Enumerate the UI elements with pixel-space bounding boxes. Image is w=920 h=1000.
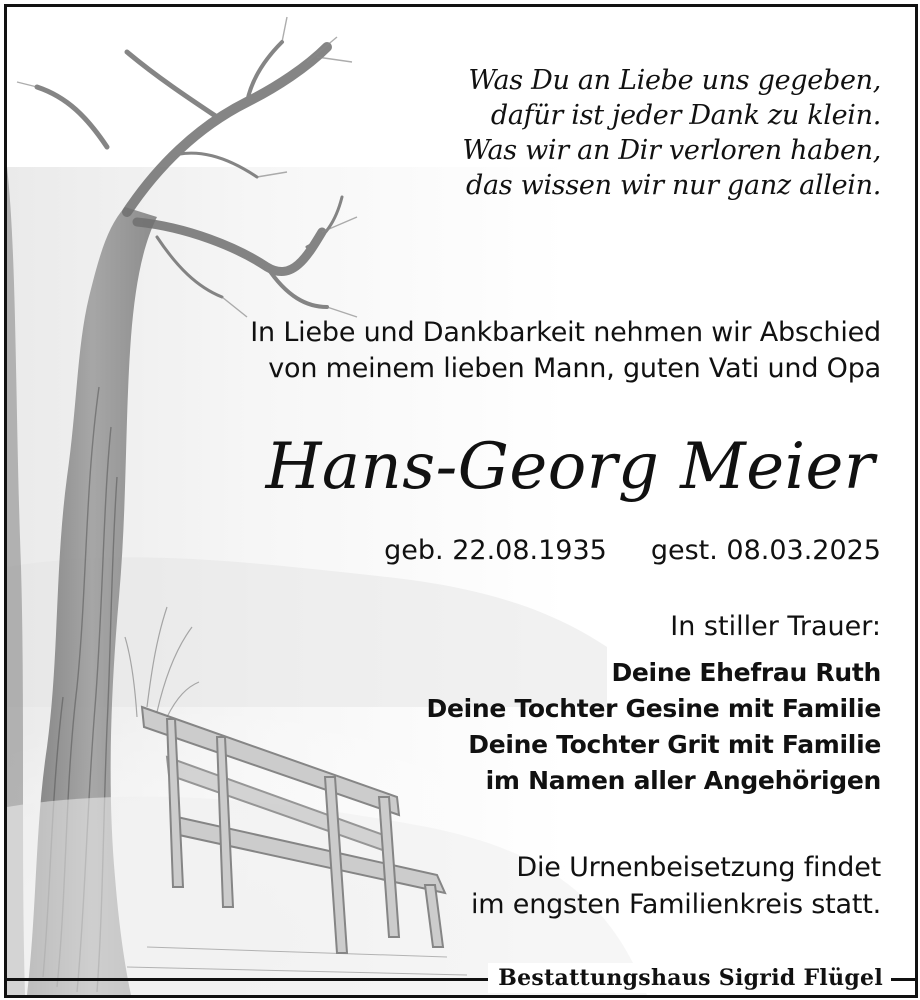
mourner-entry: Deine Ehefrau Ruth: [611, 658, 881, 687]
mourner-entry: Deine Tochter Grit mit Familie: [468, 730, 881, 759]
mourning-label: In stiller Trauer:: [670, 611, 881, 642]
poem-line: Was wir an Dir verloren haben,: [462, 135, 881, 166]
mourner-entry: im Namen aller Angehörigen: [485, 766, 881, 795]
death-date: gest. 08.03.2025: [650, 535, 881, 566]
mourners-list: [427, 655, 881, 799]
notice-line: Die Urnenbeisetzung findet: [516, 852, 881, 883]
intro-line: In Liebe und Dankbarkeit nehmen wir Abschied: [250, 317, 881, 348]
notice-line: im engsten Familienkreis statt.: [471, 889, 881, 920]
burial-notice: [471, 849, 881, 923]
poem-line: Was Du an Liebe uns gegeben,: [468, 65, 881, 96]
birth-date: geb. 22.08.1935: [384, 535, 607, 566]
life-dates: [384, 533, 881, 569]
intro-line: von meinem lieben Mann, guten Vati und Opa: [268, 353, 881, 384]
funeral-home-name: Bestattungshaus Sigrid Flügel: [488, 963, 891, 993]
poem-line: das wissen wir nur ganz allein.: [466, 170, 881, 201]
memorial-poem: [462, 63, 881, 203]
farewell-intro: [250, 315, 881, 387]
obituary-card: [4, 4, 918, 998]
deceased-name: Hans-Georg Meier: [265, 430, 875, 504]
mourner-entry: Deine Tochter Gesine mit Familie: [426, 694, 881, 723]
poem-line: dafür ist jeder Dank zu klein.: [490, 100, 881, 131]
